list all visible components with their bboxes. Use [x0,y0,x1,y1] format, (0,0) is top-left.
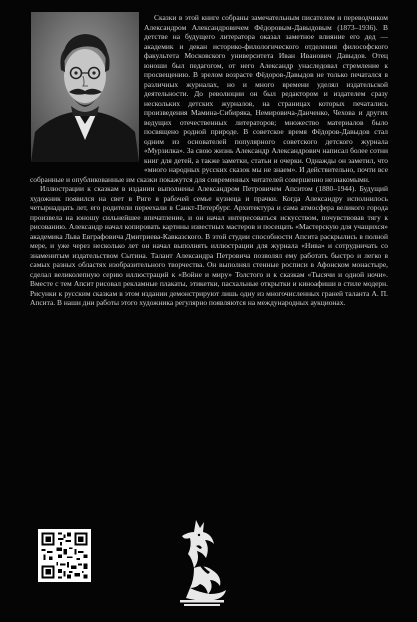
qr-code [38,529,91,582]
paragraph-about-author: Сказки в этой книге собраны замечательным писателем и переводчиком Александром Александровичем Фёдоровым-Давыдовым (1873–1936). В детстве на будущего литератора оказал заметное влияние его дед — академик и декан историко-филологического отделения философского факультета Московского университета Иван Иванович Давыдов. Отец юноши был педагогом, от него Александр унаследовал стремление к просвещению. В зрелом возрасте Фёдоров-Давыдов не только печатался в различных журналах, но и много времени уделял издательской деятельности. До революции он был редактором и издателем сразу нескольких детских журналов, на страницах которых печатались произведения Мамина-Сибиряка, Немировича-Данченко, Чехова и других ведущих отечественных литераторов; множество материалов было посвящено родной природе. В советское время Фёдоров-Давыдов стал одним из основателей популярного советского детского журнала «Мурзилка». За свою жизнь Александр Александрович написал более сотни книг для детей, а также заметки, статьи и очерки. Однажды он заметил, что «много народных русских сказок мы не знаем». И действительно, почти все собранные и опубликованные им сказки покажутся для современных читателей совершенно незнакомыми. [30,13,388,184]
annotation-text [30,13,388,308]
paragraph-about-illustrator: Иллюстрации к сказкам в издании выполнены Александром Петровичем Апситом (1880–1944). Будущий художник появился на свет в Риге в рабочей семье кузнеца и прачки. Когда Александру исполнилось четырнадцать лет, его родители переехали в Санкт-Петербург. Архитектура и сама атмосфера великого города произвела на юношу сильнейшее впечатление, и он начал интересоваться искусством, почувствовав тягу к рисованию. Александр начал копировать картины известных мастеров и посещать «Мастерскую для учащихся» академика Льва Евграфовича Дмитриева-Кавказского. В этой студии способности Апсита раскрылись в полной мере, и уже через несколько лет он начал выполнять иллюстрации для журнала «Нива» и сотрудничать со знаменитым издательством Сытина. Талант Александра Петровича позволял ему работать быстро и легко в самых разных областях изобразительного творчества. Он выполнял стенные росписи в Афонском монастыре, сделал великолепную серию иллюстраций к «Войне и миру» Толстого и к сказкам «Тысячи и одной ночи». Вместе с тем Апсит рисовал рекламные плакаты, этикетки, пасхальные открытки и киноафиши в стиле модерн. Рисунки к русским сказкам в этом издании демонстрируют лишь одну из многочисленных граней таланта А. П. Апсита. В наши дни работы этого художника регулярно появляются на международных аукционах. [30,184,388,307]
qr-code-icon [38,529,91,582]
publisher-dragon-logo-icon [170,518,232,608]
publisher-logo [170,518,232,608]
